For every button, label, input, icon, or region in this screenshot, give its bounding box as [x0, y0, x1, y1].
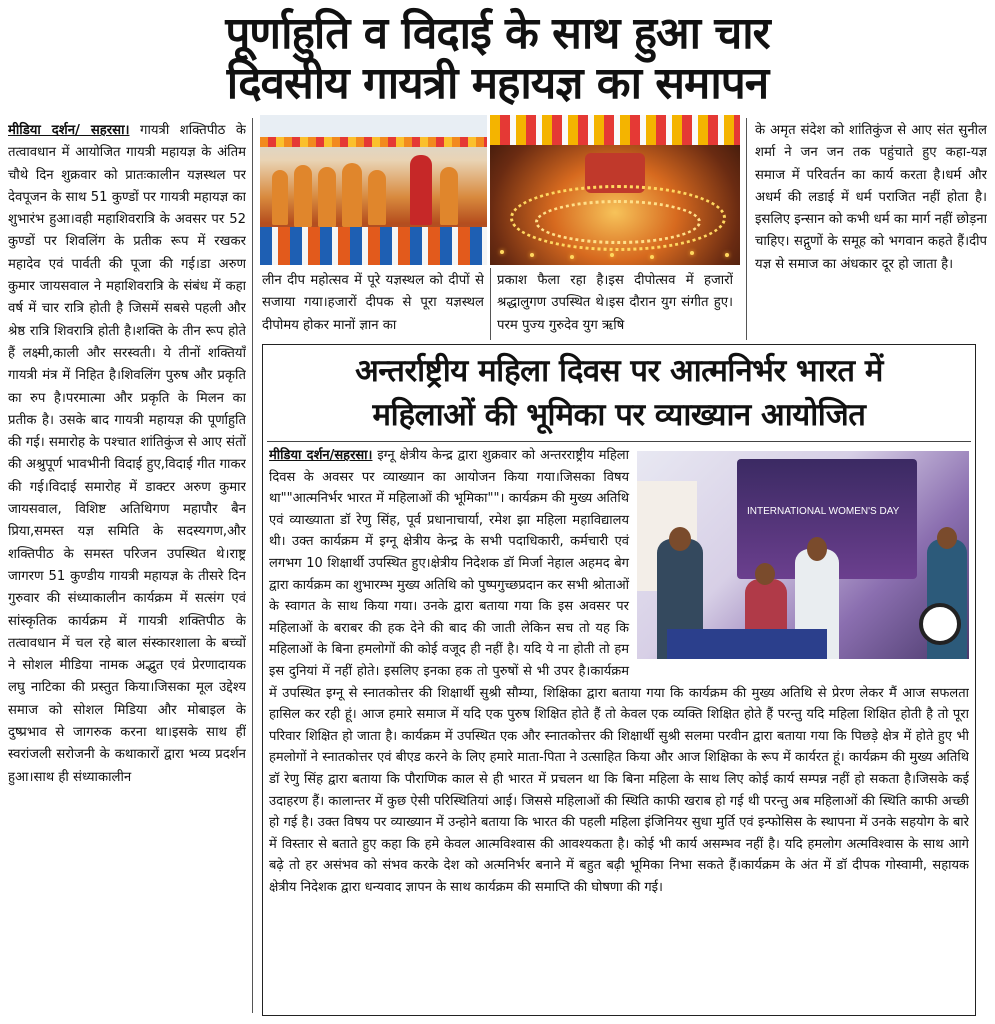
article2-box	[262, 344, 976, 1016]
article1-dateline: मीडिया दर्शन/ सहरसा।	[8, 123, 130, 138]
article2-dateline: मीडिया दर्शन/सहरसा।	[269, 448, 373, 463]
column-rule	[252, 118, 253, 1013]
deepotsav-photo	[490, 115, 740, 265]
ceremony-photo	[260, 115, 487, 265]
article1-caption-mid: प्रकाश फैला रहा है।इस दीपोत्सव में हजारों श्रद्धालुगण उपस्थित थे।इस दौरान युग संगीत हुए।परम पुज्य गुरुदेव युग ऋषि	[497, 273, 733, 333]
article2-text: इग्नू क्षेत्रीय केन्द्र द्वारा शुक्रवार को अन्तरराष्ट्रीय महिला दिवस के अवसर पर व्याख्यान का आयोजन किया गया।जिसका विषय था""आत्मनिर्भर भारत में महिलाओं की भूमिका""। कार्यक्रम की मुख्य अतिथि एवं व्याख्याता डॉ रेणु सिंह, पूर्व प्रधानाचार्या, रमेश झा महिला महाविद्यालय थी। उक्त कार्यक्रम में इग्नू क्षेत्रीय केन्द्र के सभी पदाधिकारी, कर्मचारी एवं लगभग 10 शिक्षार्थी उपस्थित हुए।क्षेत्रीय निदेशक डॉ मिर्जा नेहाल अहमद बेग द्वारा कार्यक्रम का शुभारम्भ मुख्य अतिथि को पुष्पगुच्छप्रदान कर सभी श्रोताओं के स्वागत के साथ किया गया। उनके द्वारा बताया गया कि इस अवसर पर महिलाओं के बराबर की हक देने की बाद की जाती लेकिन सच तो यह कि महिलाओं के बिना हमलोगों की कोई वजूद ही नहीं है। यदि ये ना होती तो हम इस दुनियां में नहीं होते। इसलिए इनका हक तो पुरुषों से भी उपर है।कार्यक्रम में उपस्थित इग्नू से स्नातकोत्तर की शिक्षार्थी सुश्री सौम्या, शिक्षिका द्वारा बताया गया कि कार्यक्रम की मुख्य अतिथि से प्रेरण लेकर मैं आज सफलता हासिल कर रही हूं। आज हमारे समाज में यदि एक पुरुष शिक्षित होते हैं तो केवल एक व्यक्ति शिक्षित होते हैं परन्तु यदि महिला शिक्षित होती है तो पूरा परिवार शिक्षित हो जाता है। कार्यक्रम में उपस्थित एक और स्नातकोत्तर की शिक्षार्थी सुश्री सलमा परवीन द्वारा बताया गया कि पिछड़े क्षेत्र में होते हुए भी हमलोगों ने स्नातकोत्तर एवं बीएड करने के लिए हमारे माता-पिता ने उत्साहित किया और आज शिक्षिका के रूप में कार्यरत हूं। कार्यक्रम की मुख्य अतिथि डॉ रेणु सिंह द्वारा बताया कि पौराणिक काल से ही भारत में प्रचलन था कि बिना महिला के साथ लिए कोई कार्य सम्पन्न नहीं हो सकता है।जिसके कई उदाहरण हैं। कालान्तर में कुछ ऐसी परिस्थितियां आई। जिससे महिलाओं की स्थिति काफी खराब हो गई थी परन्तु अब महिलाओं की स्थिति काफी अच्छी हो गई है। उक्त विषय पर व्याख्यान में उन्होने बताया कि भारत की पहली महिला इंजिनियर सुधा मुर्ति एवं इन्फोसिस के स्थापना में उनके सहयोग के बारे में विस्तार से बताते हुए कहा कि हमे केवल आत्मविश्वास की आवश्यकता है। कोई भी कार्य असम्भव नहीं है। यदि हमलोग अत्मविश्वास के साथ आगे बढ़े तो हर असंभव को संभव करके देश को अत्मनिर्भर बनाने में बहुत बढ़ी भूमिका निभा सकते हैं।कार्यक्रम के अंत में डॉ दीपक गोस्वामी, सहायक क्षेत्रीय निदेशक द्वारा धन्यवाद ज्ञापन के साथ कार्यक्रम की समाप्ति की घोषणा की गई।	[269, 448, 969, 895]
photo-banner-text: INTERNATIONAL WOMEN'S DAY	[747, 506, 900, 517]
article2-title-rule	[267, 441, 971, 442]
article1-left-column	[8, 120, 246, 1020]
article2-body	[269, 445, 969, 1015]
column-rule	[490, 268, 491, 340]
article1-right-column: के अमृत संदेश को शांतिकुंज से आए संत सुनील शर्मा ने जन जन तक पहुंचाते हुए कहा-यज्ञ समाज में परिवर्तन का कार्य करता है।धर्म और अधर्म की लडाई में धर्म पराजित नहीं होता है।इसलिए इन्सान को कभी धर्म का मार्ग नहीं छोड़ना चाहिए। सद्गुणों के समूह को भगवान कहते हैं।दीप यज्ञ से समाज का अंधकार दूर हो जाता है।	[755, 123, 987, 272]
headline-line-1: पूर्णाहुति व विदाई के साथ हुआ चार	[225, 8, 770, 59]
article2-title-line-1: अन्तर्राष्ट्रीय महिला दिवस पर आत्मनिर्भर भारत में	[355, 353, 883, 389]
article1-caption-left: लीन दीप महोत्सव में पूरे यज्ञस्थल को दीपों से सजाया गया।हजारों दीपक से पूरा यज्ञस्थल दीपोमय होकर मानों ज्ञान का	[262, 273, 484, 333]
column-rule	[746, 118, 747, 340]
article1-left-text: गायत्री शक्तिपीठ के तत्वावधान में आयोजित गायत्री महायज्ञ के अंतिम चौथे दिन शुक्रवार को प्रातःकालीन यज्ञस्थल पर देवपूजन के साथ 51 कुण्डों पर गायत्री महायज्ञ का शुभारंभ हुआ।वही महाशिवरात्रि के अवसर पर 52 कुण्डों पर शिवलिंग के प्रतीक रूप में रखकर महादेव एवं पार्वती की पूजा की गई।डा अरुण कुमार जायसवाल ने महाशिवरात्रि के संबंध में कहा वर्ष में चार रात्रि होती है जिसमें सबसे पहली और श्रेष्ठ रात्रि शिवरात्रि होती है।शक्ति के तीन रूप होते हैं लक्ष्मी,काली और सरस्वती। ये तीनों शक्तियाँ गायत्री मंत्र में निहित है।शिवलिंग पुरुष और प्रकृति का रुप है।परमात्मा और प्रकृति के मिलन का प्रतीक है। उसके बाद गायत्री महायज्ञ की पूर्णाहुति की गई। समारोह के पश्चात शांतिकुंज से आए संतों की अश्रुपूर्ण भावभीनी विदाई हुए,विदाई गीत गाकर की गई।विदाई समारोह में डाक्टर अरुण कुमार जायसवाल, विशिष्ट अतिथिगण महापौर बैन प्रिया,समस्त यज्ञ समिति के सदस्यगण,और शक्तिपीठ के समस्त परिजन उपस्थित थे।राष्ट्र जागरण 51 कुण्डीय गायत्री महायज्ञ के तीसरे दिन गुरुवार की संध्याकालीन कार्यक्रम में सत्संग एवं सांस्कृतिक कार्यक्रम में गायत्री शक्तिपीठ के तत्वावधान में चल रहे बाल संस्कारशाला के बच्चों ने सोशल मीडिया नामक अद्भुत एवं प्रेरणादायक लघु नाटिका की प्रस्तुत किया।जिसका मूल उद्देश्य समाज को सोशल मिडिया और मोबाइल के दुष्प्रभाव से जागरुक करना था।इसके साथ हीं स्वरांजली सरोजनी के कथाकारों द्वारा भव्य प्रदर्शन हुआ।साथ ही संध्याकालीन	[8, 123, 246, 785]
womens-day-photo	[637, 451, 969, 659]
article2-title-line-2: महिलाओं की भूमिका पर व्याख्यान आयोजित	[372, 397, 866, 433]
headline-line-2: दिवसीय गायत्री महायज्ञ का समापन	[226, 58, 769, 109]
